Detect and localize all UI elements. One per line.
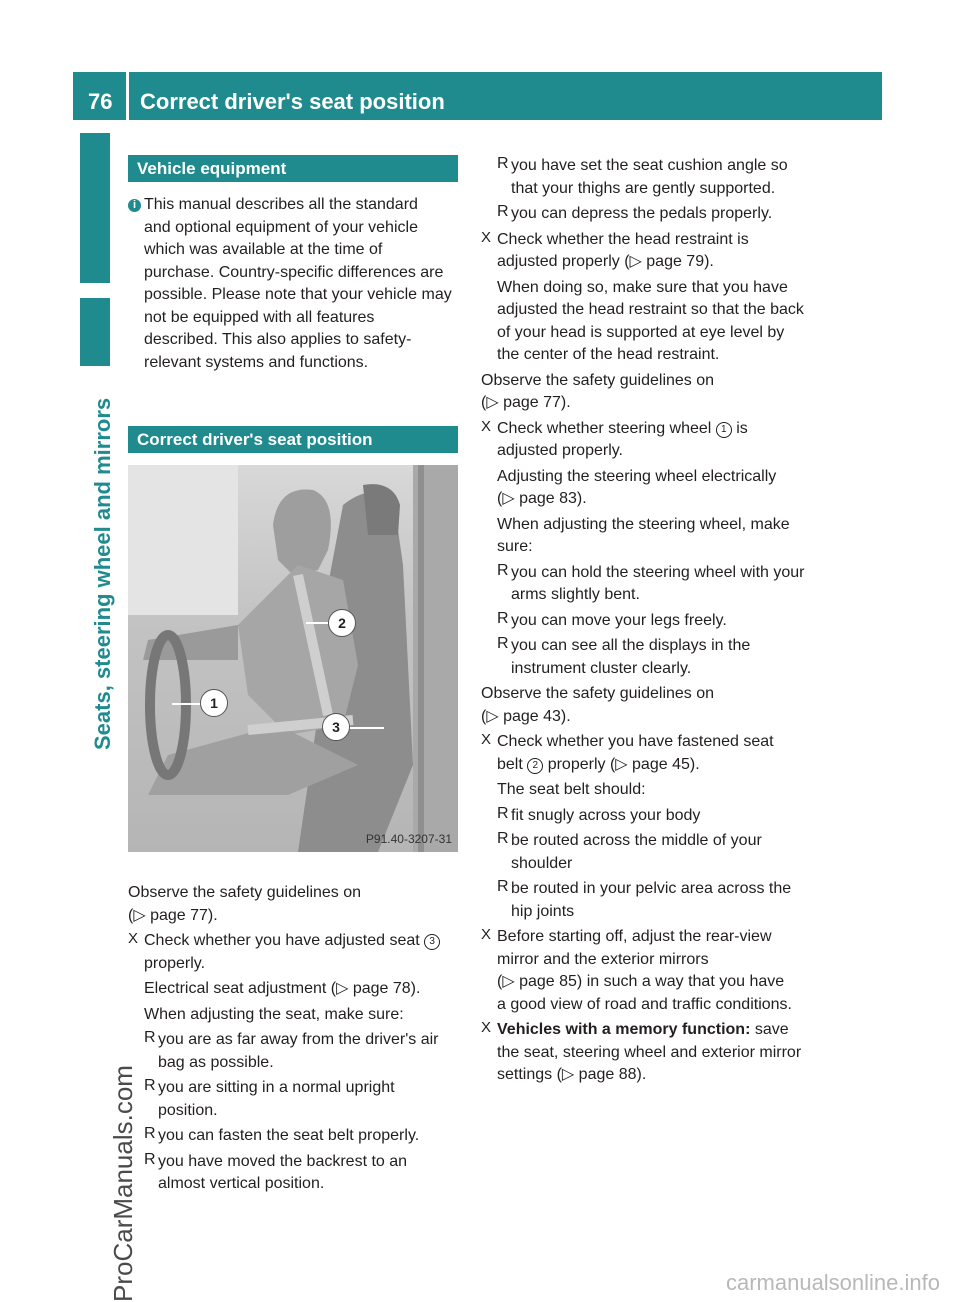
callout-2-ref: 2 <box>527 758 543 774</box>
info-line: purchase. Country-specific differences are <box>144 263 444 281</box>
step-text: properly. <box>144 954 206 972</box>
list-item <box>481 203 811 226</box>
step-text: mirror and the exterior mirrors <box>497 950 709 968</box>
section-heading-seat-position: Correct driver's seat position <box>128 426 458 453</box>
bullet-text: hip joints <box>511 902 575 920</box>
info-line: and optional equipment of your vehicle <box>144 218 418 236</box>
step-head-restraint <box>481 229 811 367</box>
right-column <box>481 155 811 1087</box>
footer-watermark: carmanualsonline.info <box>725 1270 940 1295</box>
callout-3: 3 <box>322 713 350 741</box>
step-subtext: (▷ page 83). <box>497 490 587 507</box>
step-text-part: is <box>736 419 748 437</box>
step-mirrors <box>481 926 811 1016</box>
page-number: 76 <box>88 89 113 114</box>
driver-seat-illustration <box>128 465 458 852</box>
list-item <box>128 1077 458 1122</box>
info-line: relevant systems and functions. <box>144 353 369 371</box>
step-text: adjusted properly. <box>497 442 623 459</box>
step-text-part: belt <box>497 755 523 773</box>
bullet-text: you can fasten the seat belt properly. <box>158 1127 420 1144</box>
bullet-marker: R <box>497 561 509 579</box>
step-subtext: the center of the head restraint. <box>497 346 720 363</box>
guideline-text: Observe the safety guidelines on <box>481 685 715 702</box>
list-item <box>481 635 811 680</box>
bullet-text: you can see all the displays in the <box>511 637 751 654</box>
bullet-marker: R <box>144 1150 156 1168</box>
step-text: (▷ page 85) in such a way that you have <box>497 973 785 990</box>
bullet-marker: R <box>497 830 509 847</box>
step-marker: X <box>481 1019 492 1036</box>
info-line: This manual describes all the standard <box>144 196 418 213</box>
guideline-text: Observe the safety guidelines on <box>481 371 715 389</box>
step-subtext: Electrical seat adjustment (▷ page 78). <box>144 980 421 997</box>
step-text: a good view of road and traffic conditions. <box>497 995 792 1013</box>
header-divider <box>126 72 129 120</box>
step-subtext: The seat belt should: <box>497 781 646 798</box>
list-item <box>481 155 811 200</box>
step-text: Check whether the head restraint is <box>497 230 749 248</box>
step-seat <box>128 930 458 1026</box>
bullet-marker: R <box>144 1029 156 1046</box>
info-line: described. This also applies to safety- <box>144 331 412 348</box>
chapter-tab <box>80 133 110 283</box>
step-text <box>497 418 811 441</box>
step-text: Check whether you have fastened seat <box>497 733 774 750</box>
step-subtext: When doing so, make sure that you have <box>497 278 788 296</box>
bullet-text: you are sitting in a normal upright <box>158 1079 395 1096</box>
info-note <box>128 194 458 374</box>
left-column <box>128 155 458 1196</box>
step-text <box>497 754 811 777</box>
step-marker: X <box>128 930 139 947</box>
bullet-marker: R <box>497 203 509 220</box>
bullet-text: you can move your legs freely. <box>511 611 727 629</box>
section-heading-vehicle-equipment: Vehicle equipment <box>128 155 458 182</box>
page-reference: (▷ page 77). <box>128 906 218 924</box>
bullet-marker: R <box>497 804 509 822</box>
bullet-marker: R <box>144 1077 156 1094</box>
driver-figure-svg <box>128 465 458 852</box>
list-item <box>481 830 811 875</box>
step-text <box>497 1019 811 1042</box>
guideline-text: Observe the safety guidelines on <box>128 884 362 901</box>
step-steering-wheel <box>481 418 811 559</box>
bullet-text: you have moved the backrest to an <box>158 1152 408 1170</box>
callout-3-ref: 3 <box>424 934 440 950</box>
step-marker: X <box>481 731 492 748</box>
bullet-text: you are as far away from the driver's air <box>158 1031 439 1048</box>
step-text <box>144 930 458 953</box>
list-item <box>128 1125 458 1148</box>
step-marker: X <box>481 228 492 246</box>
list-item <box>481 610 811 633</box>
step-text-bold: Vehicles with a memory function: <box>497 1021 751 1038</box>
bullet-text: instrument cluster clearly. <box>511 659 692 677</box>
step-text-part: Check whether steering wheel <box>497 419 712 437</box>
watermark: ProCarManuals.com <box>108 1065 138 1302</box>
step-subtext: of your head is supported at eye level by <box>497 323 785 341</box>
bullet-marker: R <box>497 609 509 627</box>
step-subtext: adjusted the head restraint so that the back <box>497 301 804 318</box>
bullet-marker: R <box>497 635 509 652</box>
step-text-part: save <box>750 1021 789 1038</box>
bullet-marker: R <box>497 155 509 172</box>
step-marker: X <box>481 417 492 435</box>
step-subtext: Adjusting the steering wheel electrically <box>497 467 777 485</box>
step-subtext: When adjusting the seat, make sure: <box>144 1005 404 1023</box>
bullet-text: arms slightly bent. <box>511 586 640 603</box>
step-text: Before starting off, adjust the rear-view <box>497 928 772 945</box>
list-item <box>481 805 811 828</box>
list-item <box>128 1029 458 1074</box>
callout-1-ref: 1 <box>716 422 732 438</box>
step-seat-belt <box>481 731 811 802</box>
page-title: Correct driver's seat position <box>140 89 445 114</box>
list-item <box>481 562 811 607</box>
callout-2: 2 <box>328 609 356 637</box>
bullet-marker: R <box>144 1125 156 1142</box>
bullet-text: shoulder <box>511 854 573 872</box>
chapter-marker <box>80 298 110 366</box>
bullet-text: you have set the seat cushion angle so <box>511 157 788 174</box>
bullet-text: you can hold the steering wheel with your <box>511 563 805 581</box>
step-text: adjusted properly (▷ page 79). <box>497 253 714 270</box>
info-line: which was available at the time of <box>144 241 383 258</box>
bullet-text: almost vertical position. <box>158 1175 325 1192</box>
bullet-text: be routed across the middle of your <box>511 832 762 849</box>
info-icon: i <box>128 199 141 212</box>
step-text-part: Check whether you have adjusted seat <box>144 932 420 949</box>
bullet-marker: R <box>497 878 509 895</box>
step-text: settings (▷ page 88). <box>497 1066 647 1083</box>
bullet-text: position. <box>158 1101 218 1119</box>
list-item <box>128 1151 458 1196</box>
bullet-text: bag as possible. <box>158 1053 274 1071</box>
callout-1: 1 <box>200 689 228 717</box>
step-text-part: properly (▷ page 45). <box>547 755 700 773</box>
bullet-text: you can depress the pedals properly. <box>511 205 773 222</box>
page-reference: (▷ page 77). <box>481 394 571 411</box>
bullet-text: be routed in your pelvic area across the <box>511 880 792 897</box>
step-marker: X <box>481 926 492 943</box>
info-line: not be equipped with all features <box>144 308 375 326</box>
list-item <box>481 878 811 923</box>
page-reference: (▷ page 43). <box>481 707 571 725</box>
figure-code: P91.40-3207-31 <box>365 832 452 846</box>
step-subtext: When adjusting the steering wheel, make <box>497 515 790 533</box>
info-line: possible. Please note that your vehicle may <box>144 286 452 303</box>
step-text: the seat, steering wheel and exterior mirror <box>497 1043 802 1061</box>
chapter-title: Seats, steering wheel and mirrors <box>90 397 115 750</box>
step-memory-function <box>481 1019 811 1087</box>
bullet-text: that your thighs are gently supported. <box>511 179 776 197</box>
bullet-text: fit snugly across your body <box>511 806 701 824</box>
step-subtext: sure: <box>497 538 533 555</box>
